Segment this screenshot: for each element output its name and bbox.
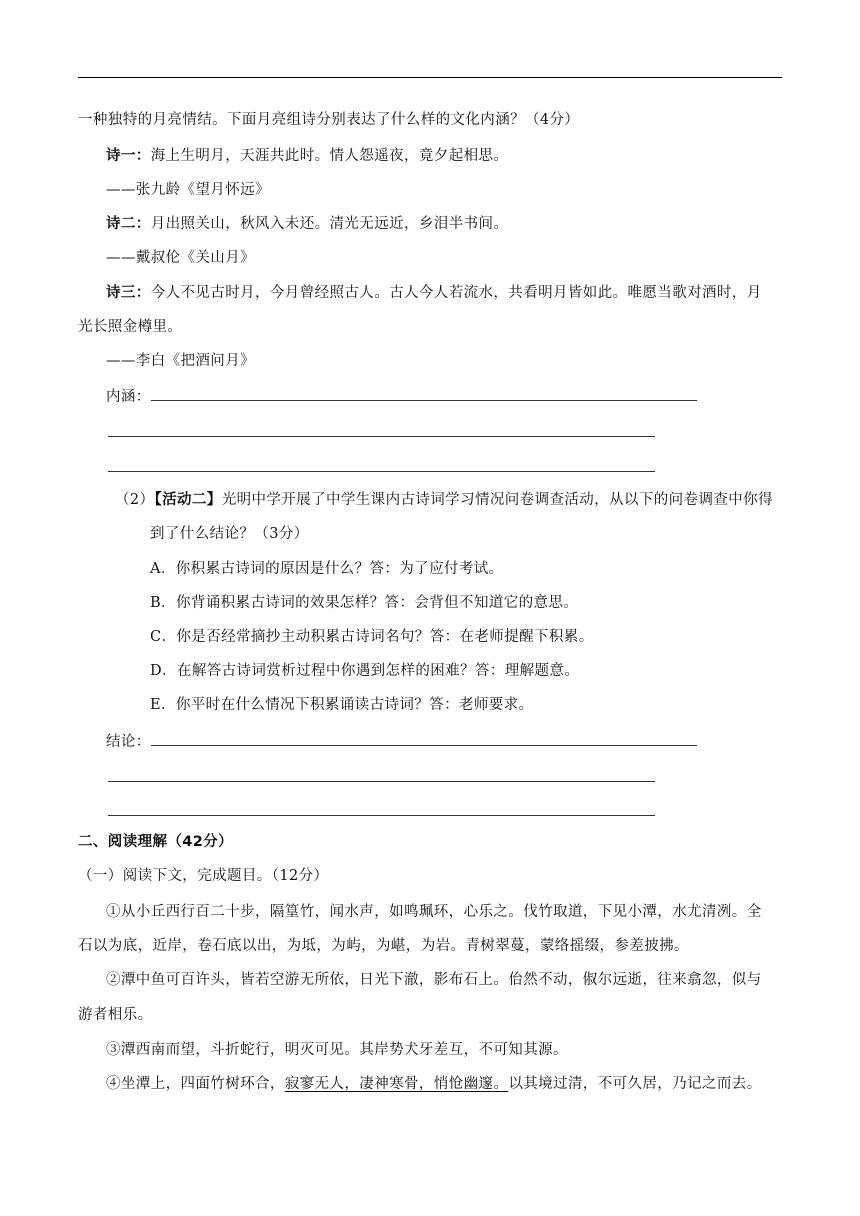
poem-1-label: 诗一： <box>106 148 151 164</box>
q2-answer-label: 结论： <box>106 734 151 750</box>
q1-answer-line-3[interactable] <box>108 471 655 472</box>
q1-answer-blank[interactable] <box>151 386 697 401</box>
q2-option-a: A．你积累古诗词的原因是什么？答：为了应付考试。 <box>150 561 504 577</box>
para-4 <box>106 1074 762 1094</box>
poem-2-author: ——戴叔伦《关山月》 <box>106 250 255 266</box>
q1-answer <box>106 386 697 407</box>
para-2-cont: 游者相乐。 <box>78 1007 153 1023</box>
q2-option-e: E．你平时在什么情况下积累诵读古诗词？答：老师要求。 <box>150 697 534 713</box>
para-4-post: 以其境过清，不可久居，乃记之而去。 <box>508 1076 762 1092</box>
q1-answer-label: 内涵： <box>106 389 151 405</box>
para-1: ①从小丘西行百二十步，隔篁竹，闻水声，如鸣珮环，心乐之。伐竹取道，下见小潭，水尤清冽。全 <box>106 904 762 920</box>
q2-option-c: C．你是否经常摘抄主动积累古诗词名句？答：在老师提醒下积累。 <box>150 629 594 645</box>
poem-1-text: 海上生明月，天涯共此时。情人怨遥夜，竟夕起相思。 <box>150 148 509 164</box>
q1-answer-line-2[interactable] <box>108 436 655 437</box>
q2-answer-blank[interactable] <box>151 731 697 746</box>
poem-2 <box>106 214 508 234</box>
poem-1-author: ——张九龄《望月怀远》 <box>106 182 270 198</box>
poem-2-text: 月出照关山，秋风入未还。清光无远近，乡泪半书间。 <box>150 216 509 232</box>
q2-answer-line-2[interactable] <box>108 781 655 782</box>
para-1-cont: 石以为底，近岸，卷石底以出，为坻，为屿，为嵁，为岩。青树翠蔓，蒙络摇缀，参差披拂。 <box>78 938 689 954</box>
q1-intro: 一种独特的月亮情结。下面月亮组诗分别表达了什么样的文化内涵？（4分） <box>78 112 580 128</box>
q2-text: 光明中学开展了中学生课内古诗词学习情况问卷调查活动，从以下的问卷调查中你得 <box>221 492 773 508</box>
para-4-pre: ④坐潭上，四面竹树环合， <box>106 1076 285 1092</box>
poem-3-author: ——李白《把酒问月》 <box>106 353 255 369</box>
para-2: ②潭中鱼可百许头，皆若空游无所依，日光下澈，影布石上。佁然不动，俶尔远逝，往来翕忽，似与 <box>106 972 762 988</box>
poem-3-label: 诗三： <box>106 285 151 301</box>
poem-3-text: 今人不见古时月，今月曾经照古人。古人今人若流水，共看明月皆如此。唯愿当歌对酒时，月 <box>150 285 762 301</box>
section-2-sub: （一）阅读下文，完成题目。（12分） <box>78 868 329 884</box>
poem-3 <box>106 283 762 303</box>
q2-number: （2） <box>115 492 155 508</box>
para-3: ③潭西南而望，斗折蛇行，明灭可见。其岸势犬牙差互，不可知其源。 <box>106 1042 568 1058</box>
q2-prompt <box>115 490 773 510</box>
q2-option-d: D．在解答古诗词赏析过程中你遇到怎样的困难？答：理解题意。 <box>150 663 580 679</box>
header-rule <box>78 77 782 78</box>
q2-option-b: B．你背诵积累古诗词的效果怎样？答：会背但不知道它的意思。 <box>150 595 579 611</box>
poem-2-label: 诗二： <box>106 216 151 232</box>
q2-answer-line-3[interactable] <box>108 815 655 816</box>
section-2-heading: 二、阅读理解（42分） <box>78 834 234 850</box>
poem-3-text-cont: 光长照金樽里。 <box>78 319 183 335</box>
q2-answer <box>106 731 697 752</box>
para-4-underlined: 寂寥无人，凄神寒骨，悄怆幽邃。 <box>284 1076 509 1092</box>
q2-text-cont: 到了什么结论？（3分） <box>150 526 309 542</box>
poem-1 <box>106 146 508 166</box>
q2-tag: 【活动二】 <box>154 492 222 508</box>
